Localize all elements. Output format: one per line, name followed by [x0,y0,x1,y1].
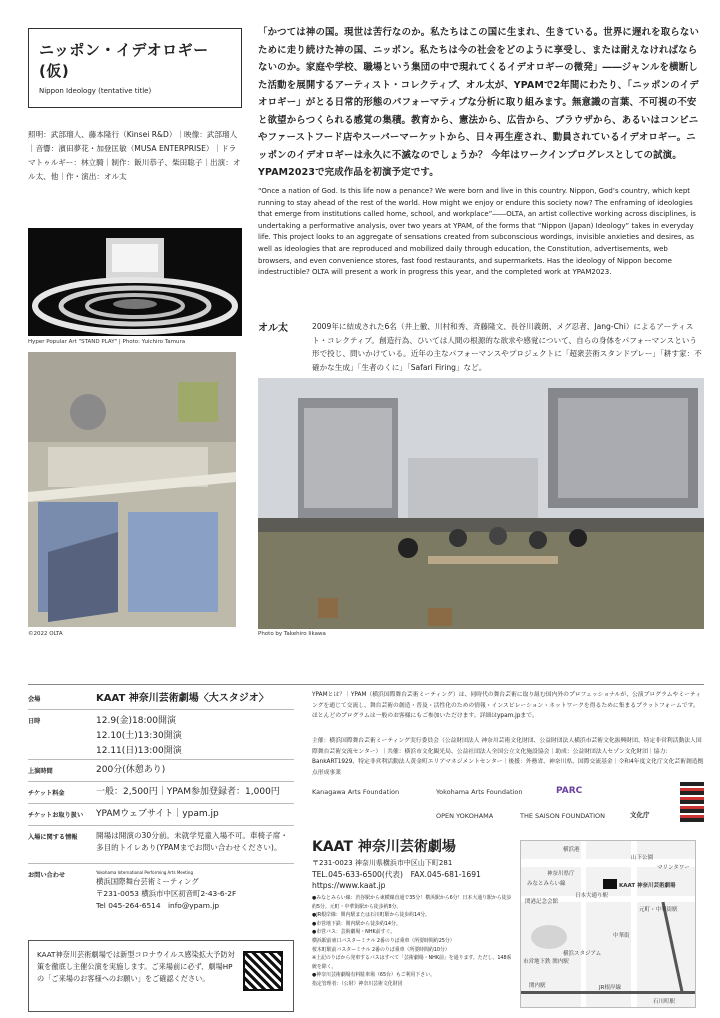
parc-logo: PARC [556,786,583,796]
organizers: 主催：横浜国際舞台芸術ミーティング実行委員会（公益財団法人 神奈川芸術文化財団、公益財団法人横浜市芸術文化振興財団、特定非営利活動法人国際舞台芸術交流センター）｜共催：横浜市文化観光局、公益社団法人全国公立文化施設協会｜助成：公益財団法人セゾン文化財団｜協力：BankART1929、特定非営利活動法人黄金町エリアマネジメントセンター｜後援：外務省、神奈川県、国際交流基金｜令和4年度文化庁文化芸術創造拠点形成事業 [312,738,704,776]
map-road [581,841,586,1008]
info-label: チケット料金 [28,790,65,797]
map-label: 元町・中華街駅 [639,907,678,913]
ypam-logo-text: Yokohama International Performing Arts Meeting [96,870,193,875]
map-label: 横浜港 [563,847,580,853]
map-kaat-marker [603,879,617,889]
map-stadium [531,925,567,949]
map-label: マリンタワー [657,865,690,871]
map-label: 石川町駅 [653,999,676,1005]
access-map [520,840,696,1008]
group-photo-image [258,378,704,629]
page-subtitle-en: Nippon Ideology (tentative title) [39,87,152,95]
info-label: 入場に関する情報 [28,834,78,841]
stage-photo [28,228,242,336]
ypam-about: YPAMとは？｜YPAM（横浜国際舞台芸術ミーティング）は、同時代の舞台芸術に取り組む国内外のプロフェッショナルが、公演プログラムやミーティングを通じて交流し、舞台芸術の創造・普及・活性化のための情報・インスピレーション・ネットワークを得るために集まるプラットフォームです。ほとんどのプログラムは一般のお客様にもご参加いただけます。詳細はypam.jpまで。 [312,692,702,719]
info-value: KAAT 神奈川芸術劇場〈大スタジオ〉 [96,693,269,704]
credits: 照明：武部瑠人、藤本隆行（Kinsei R&D）｜映像：武部瑠人｜音響：濱田夢花・加登匡敏（MUSA ENTERPRISE）｜ドラマトゥルギー：林立騎｜制作：飯川恭子、柴田聡子｜出演：オル太、他｜作・演出：オル太 [28,130,241,181]
info-label: 会場 [28,696,41,703]
kanagawa-arts-logo: Kanagawa Arts Foundation [312,788,400,796]
map-label: 中華街 [613,933,630,939]
olta-bio: 2009年に結成された6名（井上徹、川村和秀、斉藤隆文、長谷川義朗、メグ忍者、Jang-Chi）によるアーティスト・コレクティブ。創造行為、ひいては人間の根源的な欲求や感覚について、自らの身体をパフォーマンスという形で投じ、問いかけている。近年の主なパフォーマンスやプロジェクトに「超衆芸術スタンドプレー」「耕す家：不確かな生成」「生者のくに」「Safari Firing」など。 [312,322,702,372]
kaat-name: KAAT 神奈川芸術劇場 [312,839,456,855]
description-ja: 「かつては神の国。現世は苦行なのか。私たちはこの国に生まれ、生きている。世界に遅れを取らないために走り続けた神の国、ニッポン。私たちは今の社会をどのように享受し、または耐えなければならないのか。家庭や学校、職場という集団の中で現れてくるイデオロギーの微発」――ジャンルを横断した活動を展開するアーティスト・コレクティブ、オル太が、YPAMで2年間にわたり、「ニッポンのイデオロギー」がとる日常的形態のパフォーマティブな分析に取り組みます。無意識の言葉、不可視の不安と欲望からつくられる感覚の集積。教育から、憲法から、広告から、ブラウザから、あるいはコンビニやファーストフード店やスーパーマーケットから、日々再生産され、動員されているイデオロギー。ニッポンのイデオロギーは永久に不滅なのでしょうか？ 今年はワークインプログレスとしての試演。YPAM2023で完成作品を初演予定です。 [258,27,700,178]
info-row-duration [28,762,294,782]
page-title: ニッポン・イデオロギー(仮) [39,41,209,80]
group-photo [258,378,704,629]
stage-photo-image [28,228,242,336]
info-value: 横浜国際舞台芸術ミーティング 〒231-0053 横浜市中区初音町2-43-6-2F Tel 045-264-6514 info@ypam.jp [96,877,237,910]
drawing-caption: ©2022 OLTA [28,631,63,637]
map-label: KAAT 神奈川芸術劇場 [619,883,676,889]
info-label: 日時 [28,718,41,725]
map-label: 日本大通り駅 [575,893,609,899]
info-row-venue [28,690,294,710]
map-road [631,841,637,1008]
map-label: JR根岸線 [599,985,621,991]
bunkacho-logo: 文化庁 [630,811,650,819]
kaat-access: ●みなとみらい線：渋谷駅から東横線直通で35分！横浜駅から6分！日本大通り駅から徒歩約5分。元町・中華街駅から徒歩約8分。 ●JR根岸線：関内駅または石川町駅から徒歩約14分。 ●市営地下鉄：関内駅から徒歩約14分。 ●市営バス：芸術劇場・NHK前すぐ。 横浜駅前東口バスターミナル 2番のりば乗車（所要時間約25分） 桜木町駅前バスターミナル 2番のりば乗車（所要時間約10分） ※上記のりばから発車するバスはすべて「芸術劇場・NHK前」を通ります。ただし、148系統を除く。 ●神奈川芸術劇場有料駐車場（65台）もご利用下さい。 指定管理者：（公財）神奈川芸術文化財団 [312,895,512,987]
drawing-image [28,352,236,627]
drawing-illustration [28,352,236,627]
map-label: 関港記念会館 [525,899,559,905]
map-label: 市営地下鉄 関内駅 [523,959,569,965]
info-row-contact [28,866,294,924]
open-yokohama-logo: OPEN YOKOHAMA [436,812,494,820]
info-value: YPAMウェブサイト｜ypam.jp [96,809,219,819]
info-row-tickets [28,806,294,826]
description-en: “Once a nation of God. Is this life now a penance? We were born and live in this country. Nippon, God’s country, which kept running to stay ahead of the rest of the world. How might we enjoy or endure this society now? The enframing of ideologies that emerge from institutions called home, school, and workplace”――OLTA, an artist collective working across disciplines, is undertaking a performative analysis, over two years at YPAM, of the forms that “Nippon (Japan) Ideology” takes in everyday life. This project looks to an aggregate of sensations created from subconscious wordings, invisible anxieties and desires, as well as ideologies that are reproduced and mobilized daily through education, the Constitution, advertisements, web browsers, and even convenience stores, fast food restaurants, and supermarkets. Has the ideology of Nippon become indestructible? OLTA will present a work in progress this year, and the completed work at YPAM2023. [258,187,696,277]
title-box [28,28,242,108]
info-label: 上演時間 [28,768,53,775]
map-railway [661,902,683,993]
map-label: 横浜スタジアム [563,951,602,957]
map-label: 神奈川県庁 [547,871,575,877]
group-photo-caption: Photo by Takehiro Iikawa [258,631,326,637]
covid-notice-text: KAAT神奈川芸術劇場では新型コロナウイルス感染拡大予防対策を徹底し主催公演を実施します。ご来場前に必ず、劇場HPの「ご来場のお客様へのお願い」をご確認ください。 [37,950,235,983]
info-value: 200分(休憩あり) [96,765,166,775]
info-label: お問い合わせ [28,872,66,879]
ypam-emblem [680,782,704,822]
covid-notice [28,940,294,1012]
info-row-admission [28,828,294,864]
kaat-address: 〒231-0023 神奈川県横浜市中区山下町281 [312,859,453,867]
kaat-url[interactable]: https://www.kaat.jp [312,881,386,890]
saison-foundation-logo: THE SAISON FOUNDATION [520,812,605,820]
info-row-dates [28,712,294,760]
kaat-phone: TEL.045-633-6500(代表) FAX.045-681-1691 [312,870,481,879]
stage-photo-caption: Hyper Popular Art "STAND PLAY" | Photo: Yuichiro Tamura [28,339,186,345]
map-label: みなとみらい線 [527,881,566,887]
olta-label: オル太 [258,323,288,334]
map-railway [521,991,696,994]
yokohama-arts-logo: Yokohama Arts Foundation [436,788,523,796]
info-value: 12.9(金)18:00開演 12.10(土)13:30開演 12.11(日)13:00開演 [96,716,182,756]
info-value: 開場は開演の30分前。未就学児童入場不可。車椅子席・多目的トイレあり(YPAMまでお問い合わせください)。 [96,831,288,852]
info-row-price [28,784,294,804]
map-label: 山下公園 [631,855,654,861]
map-label: 関内駅 [529,983,546,989]
qr-code[interactable] [243,951,283,991]
info-value: 一般：2,500円｜YPAM参加登録者：1,000円 [96,787,280,797]
section-divider [28,684,704,685]
info-label: チケットお取り扱い [28,812,84,819]
